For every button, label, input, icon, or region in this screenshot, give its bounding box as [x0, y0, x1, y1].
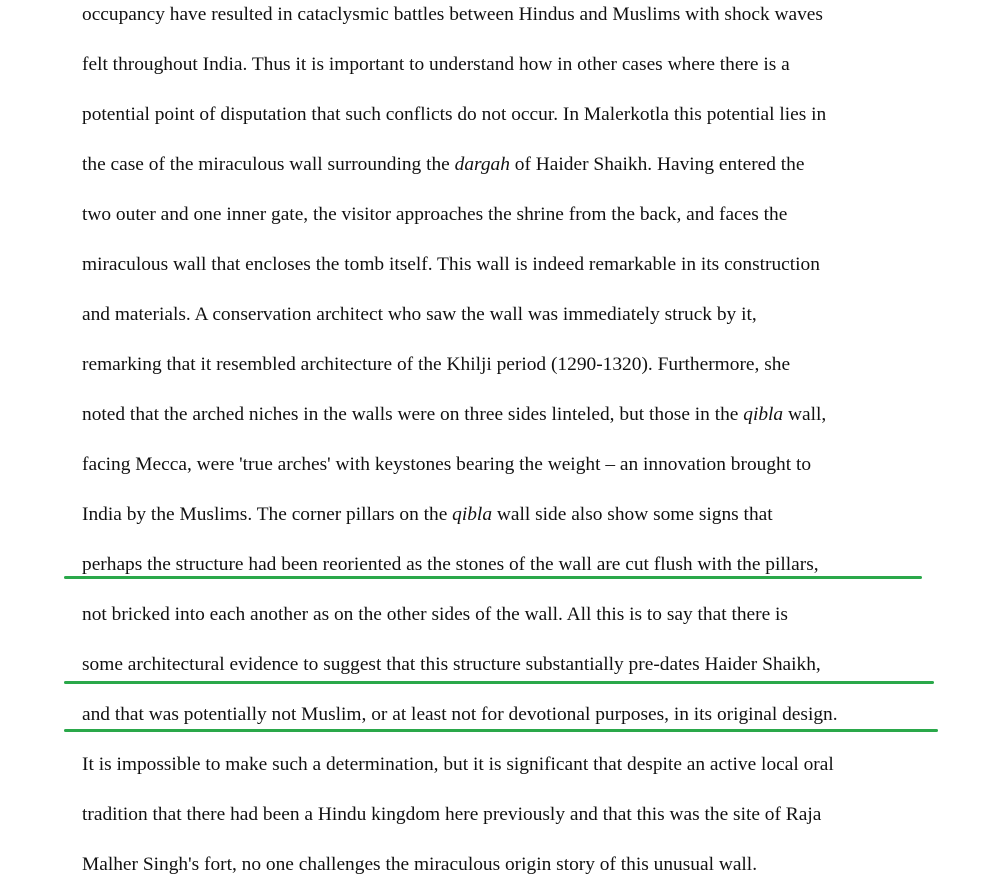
text-line: occupancy have resulted in cataclysmic battles between Hindus and Muslims with shock waves: [82, 4, 823, 25]
green-underline-mark: [64, 576, 922, 579]
text-line: It is impossible to make such a determination, but it is significant that despite an active local oral: [82, 754, 834, 775]
text-line: potential point of disputation that such conflicts do not occur. In Malerkotla this potential lies in: [82, 104, 827, 125]
italic-term: qibla: [743, 404, 784, 425]
text-line: felt throughout India. Thus it is important to understand how in other cases where there is a: [82, 54, 790, 75]
text-line: noted that the arched niches in the walls were on three sides linteled, but those in the qibla wall,: [82, 404, 827, 425]
italic-term: qibla: [452, 504, 493, 525]
italic-term: dargah: [454, 154, 510, 175]
text-line: two outer and one inner gate, the visitor approaches the shrine from the back, and faces the: [82, 204, 788, 225]
text-line: and that was potentially not Muslim, or at least not for devotional purposes, in its original design.: [82, 704, 838, 725]
text-line: not bricked into each another as on the other sides of the wall. All this is to say that there is: [82, 604, 788, 625]
text-line: the case of the miraculous wall surrounding the dargah of Haider Shaikh. Having entered the: [82, 154, 805, 175]
text-line: perhaps the structure had been reoriented as the stones of the wall are cut flush with the pillars,: [82, 554, 819, 575]
text-line: facing Mecca, were 'true arches' with keystones bearing the weight – an innovation brought to: [82, 454, 812, 475]
text-line: India by the Muslims. The corner pillars on the qibla wall side also show some signs that: [82, 504, 773, 525]
green-underline-mark: [64, 681, 934, 684]
text-line: tradition that there had been a Hindu kingdom here previously and that this was the site of Raja: [82, 804, 822, 825]
text-line: and materials. A conservation architect who saw the wall was immediately struck by it,: [82, 304, 757, 325]
green-underline-mark: [64, 729, 938, 732]
text-line: miraculous wall that encloses the tomb itself. This wall is indeed remarkable in its construction: [82, 254, 820, 275]
text-line: remarking that it resembled architecture of the Khilji period (1290-1320). Furthermore, she: [82, 354, 791, 375]
text-line: some architectural evidence to suggest that this structure substantially pre-dates Haider Shaikh,: [82, 654, 821, 675]
text-line: Malher Singh's fort, no one challenges the miraculous origin story of this unusual wall.: [82, 854, 758, 875]
